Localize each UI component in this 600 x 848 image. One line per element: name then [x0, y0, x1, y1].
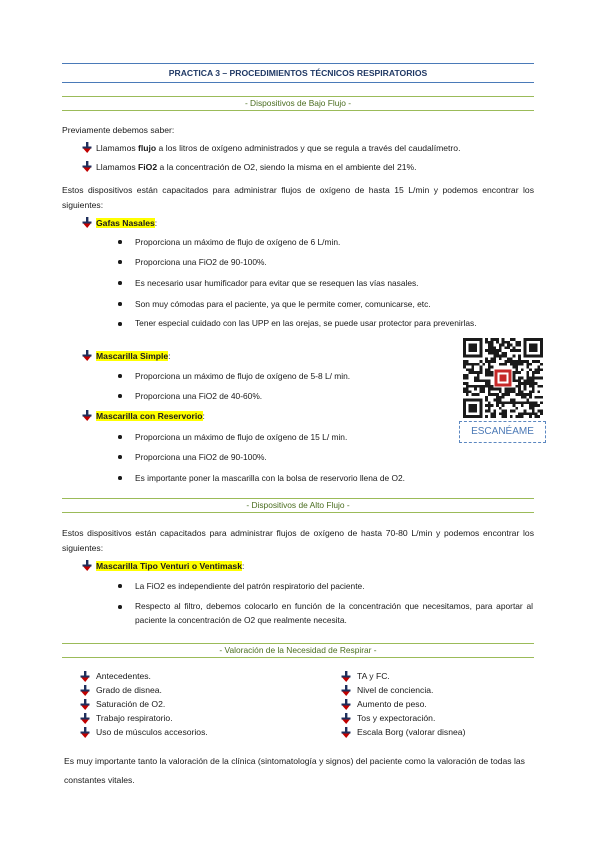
arrow-bullet-icon [82, 217, 92, 228]
bullet-dot-icon [118, 455, 122, 459]
arrow-bullet-icon [80, 713, 90, 724]
list-item: Proporciona una FiO2 de 90-100%. [135, 452, 267, 462]
list-item: Nivel de conciencia. [357, 685, 434, 695]
bullet-dot-icon [118, 260, 122, 264]
arrow-bullet-icon [341, 699, 351, 710]
bullet-dot-icon [118, 374, 122, 378]
arrow-bullet-icon [341, 727, 351, 738]
list-item: Es importante poner la mascarilla con la bolsa de reservorio llena de O2. [135, 473, 405, 483]
arrow-bullet-icon [341, 685, 351, 696]
intro-text: Previamente debemos saber: [62, 125, 175, 135]
list-item: Proporciona un máximo de flujo de oxígeno de 6 L/min. [135, 237, 341, 247]
list-item: La FiO2 es independiente del patrón respiratorio del paciente. [135, 581, 365, 591]
list-item: Escala Borg (valorar disnea) [357, 727, 466, 737]
closing-paragraph: Es muy importante tanto la valoración de la clínica (sintomatología y signos) del paciente como la valoración de todas las constantes vitales. [64, 756, 525, 785]
bullet-dot-icon [118, 322, 122, 326]
list-item: Grado de disnea. [96, 685, 162, 695]
arrow-bullet-icon [82, 410, 92, 421]
bullet-dot-icon [118, 476, 122, 480]
device-mascarilla-reservorio: Mascarilla con Reservorio: [96, 411, 205, 421]
bullet-dot-icon [118, 240, 122, 244]
arrow-bullet-icon [80, 727, 90, 738]
arrow-bullet-icon [82, 161, 92, 172]
list-item: Antecedentes. [96, 671, 151, 681]
list-item: Trabajo respiratorio. [96, 713, 173, 723]
arrow-bullet-icon [82, 560, 92, 571]
device-mascarilla-simple: Mascarilla Simple: [96, 351, 171, 361]
list-item: Saturación de O2. [96, 699, 166, 709]
scan-me-label: ESCANÉAME [459, 421, 546, 443]
list-item: Son muy cómodas para el paciente, ya que le permite comer, comunicarse, etc. [135, 299, 431, 309]
device-gafas-nasales: Gafas Nasales: [96, 218, 158, 228]
arrow-bullet-icon [82, 142, 92, 153]
section-header-valoracion: - Valoración de la Necesidad de Respirar - [62, 643, 534, 658]
device-mascarilla-venturi: Mascarilla Tipo Venturi o Ventimask: [96, 561, 245, 571]
arrow-bullet-icon [80, 699, 90, 710]
bullet-dot-icon [118, 281, 122, 285]
page-title: PRACTICA 3 – PROCEDIMIENTOS TÉCNICOS RESPIRATORIOS [62, 63, 534, 83]
paragraph-bajo-flujo: Estos dispositivos están capacitados para administrar flujos de oxígeno de hasta 15 L/min y podemos encontrar los siguientes: [62, 185, 534, 210]
bullet-dot-icon [118, 605, 122, 609]
list-item: Proporciona una FiO2 de 40-60%. [135, 391, 263, 401]
list-item: Proporciona un máximo de flujo de oxígeno de 5-8 L/ min. [135, 371, 351, 381]
paragraph-alto-flujo: Estos dispositivos están capacitados para administrar flujos de oxígeno de hasta 70-80 L/min y podemos encontrar los siguientes: [62, 528, 534, 553]
definition-flujo: Llamamos flujo a los litros de oxígeno administrados y que se regula a través del caudalímetro. [96, 143, 461, 153]
list-item: TA y FC. [357, 671, 390, 681]
list-item: Aumento de peso. [357, 699, 427, 709]
list-item: Proporciona un máximo de flujo de oxígeno de 15 L/ min. [135, 432, 348, 442]
arrow-bullet-icon [80, 671, 90, 682]
arrow-bullet-icon [80, 685, 90, 696]
list-item: Tener especial cuidado con las UPP en las orejas, se puede usar protector para prevenirlas. [135, 318, 477, 328]
arrow-bullet-icon [341, 713, 351, 724]
section-header-bajo-flujo: - Dispositivos de Bajo Flujo - [62, 96, 534, 111]
arrow-bullet-icon [82, 350, 92, 361]
list-item: Tos y expectoración. [357, 713, 436, 723]
list-item: Respecto al filtro, debemos colocarlo en función de la concentración que necesitamos, para aportar al paciente la concentración de O2 que realmente necesita. [135, 601, 533, 625]
list-item: Es necesario usar humificador para evitar que se resequen las vías nasales. [135, 278, 419, 288]
list-item: Uso de músculos accesorios. [96, 727, 208, 737]
bullet-dot-icon [118, 302, 122, 306]
qr-code-image [463, 338, 543, 418]
arrow-bullet-icon [341, 671, 351, 682]
bullet-dot-icon [118, 584, 122, 588]
bullet-dot-icon [118, 394, 122, 398]
list-item: Proporciona una FiO2 de 90-100%. [135, 257, 267, 267]
section-header-alto-flujo: - Dispositivos de Alto Flujo - [62, 498, 534, 513]
definition-fio2: Llamamos FiO2 a la concentración de O2, siendo la misma en el ambiente del 21%. [96, 162, 417, 172]
bullet-dot-icon [118, 435, 122, 439]
